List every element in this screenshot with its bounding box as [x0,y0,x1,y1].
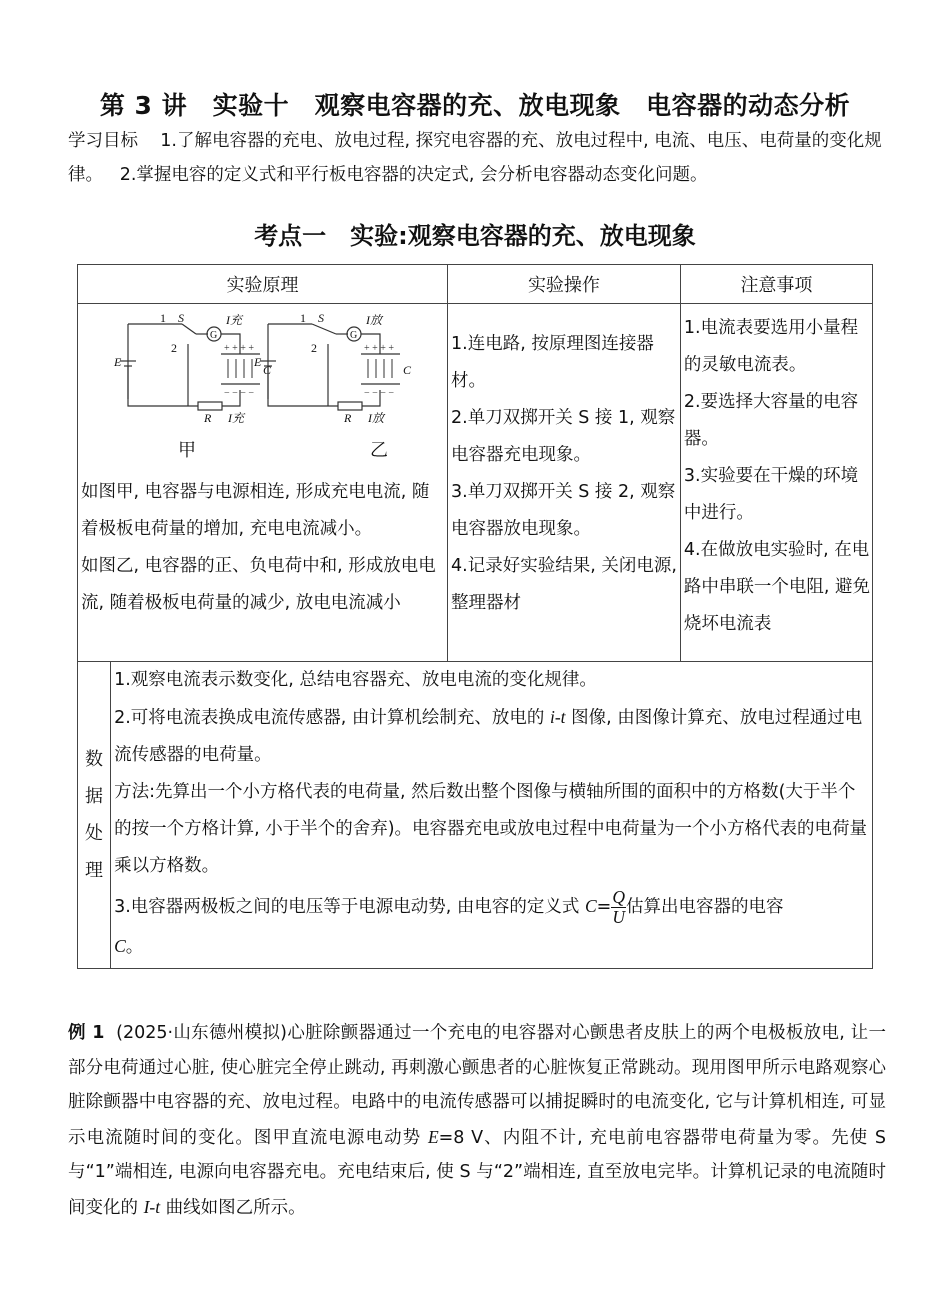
data-method: 方法:先算出一个小方格代表的电荷量, 然后数出整个图像与横轴所围的面积中的方格数(大于半个的按一个方格计算, 小于半个的舍弃)。电容器充电或放电过程中电荷量为一个小方格代表的电荷量乘以方格数。 [114,782,868,876]
data-item-3-end [111,928,872,966]
c-var: C [114,936,126,956]
circuit-jia-plus [224,343,254,399]
it-var: i-t [549,707,566,727]
note-item: 4.在做放电实验时, 在电路中串联一个电阻, 避免烧坏电流表 [683,540,870,634]
example-1 [68,1016,886,1225]
example-text-a: 心脏除颤器通过一个充电的电容器对心颤患者皮肤上的两个电极板放电, 让一部分电荷通过心脏, 使心脏完全停止跳动, 再刺激心颤患者的心脏恢复正常跳动。现用图甲所示电路观察心脏除颤器中电容器的充、放电过程。电路中的电流传感器可以捕捉瞬时的电流变化, 它与计算机相连, 可显示电流随时间的变化。图甲直流电源电动势 [68,1023,886,1148]
label-s-yi: S [318,311,324,325]
note-item: 1.电流表要选用小量程的灵敏电流表。 [683,318,859,375]
circuit-diagrams [78,304,447,469]
emf-var: E [427,1126,439,1147]
note-item: 2.要选择大容量的电容器。 [683,392,859,449]
label-ichong-bottom: I充 [228,411,244,425]
header-notes: 注意事项 [680,265,872,304]
q-over-u-fraction [611,888,626,927]
label-e-yi: E [254,355,262,369]
label-ifang-bottom: I放 [368,411,384,425]
section-title: 考点一 实验:观察电容器的充、放电现象 [254,222,696,250]
page-title: 第 3 讲 实验十 观察电容器的充、放电现象 电容器的动态分析 [99,91,851,120]
example-label: 例 1 [68,1023,105,1043]
data-item-2-b: 图像, 由图像计算充、放电过程通过电流传感器的电荷量。 [114,708,863,765]
operation-item: 2.单刀双掷开关 S 接 1, 观察电容器充电现象。 [451,408,676,465]
svg-text:+ + + +: + + + + [364,343,395,354]
label-c-yi: C [403,363,412,377]
notes-cell [680,304,872,662]
label-r-yi: R [344,411,352,425]
label-s-jia: S [178,311,184,325]
data-label-char: 理 [85,860,104,881]
label-2-jia: 2 [171,341,177,355]
label-r-jia: R [204,411,212,425]
principle-text-2: 如图乙, 电容器的正、负电荷中和, 形成放电电流, 随着极板电荷量的减少, 放电电流减小 [81,556,436,613]
goal-item-1: 1.了解电容器的充电、放电过程, 探究电容器的充、放电过程中, 电流、电压、电荷量的变化规律。 [68,131,882,185]
principle-text-1: 如图甲, 电容器与电源相连, 形成充电电流, 随着极板电荷量的增加, 充电电流减小。 [81,482,430,539]
learning-goals [68,124,884,192]
label-g-jia: G [210,330,218,341]
example-text-b: 、内阻不计, 充电前电容器带电荷量为零。先使 S 与“1”端相连, 电源向电容器充电。充电结束后, 使 S 与“2”端相连, 直至放电完毕。计算机记录的电流随时间变化的 [68,1127,887,1218]
data-item-1: 1.观察电流表示数变化, 总结电容器充、放电电流的变化规律。 [114,670,597,690]
label-1-yi: 1 [300,311,306,325]
experiment-table [77,264,873,969]
svg-text:+ + + +: + + + + [224,343,255,354]
principle-cell [78,304,448,662]
example-source: (2025·山东德州模拟) [116,1023,288,1043]
label-1-jia: 1 [160,311,166,325]
emf-value: =8 V [438,1127,484,1148]
frac-den: U [612,906,625,927]
period: 。 [125,937,144,957]
data-label-char: 据 [85,786,104,807]
label-e-jia: E [114,355,122,369]
operation-item: 1.连电路, 按原理图连接器材。 [451,334,654,391]
operation-item: 4.记录好实验结果, 关闭电源, 整理器材 [451,556,677,613]
data-item-3-b: 估算出电容器的电容 [625,897,784,917]
equals: = [596,897,612,917]
label-ichong-top: I充 [226,313,242,327]
header-principle: 实验原理 [78,265,448,304]
frac-num: Q [612,886,625,907]
data-processing-label [78,662,111,969]
caption-jia: 甲 [178,440,196,460]
goal-item-2: 2.掌握电容的定义式和平行板电容器的决定式, 会分析电容器动态变化问题。 [119,165,708,185]
data-item-3 [111,885,872,928]
circuit-jia-arrows [228,359,252,378]
label-g-yi: G [350,330,358,341]
c-var: C [584,896,597,916]
data-label-char: 处 [85,823,104,844]
data-processing-cell [111,662,873,969]
data-item-2-a: 2.可将电流表换成电流传感器, 由计算机绘制充、放电的 [114,708,550,728]
operation-cell [448,304,681,662]
data-label-char: 数 [85,749,104,770]
operation-item: 3.单刀双掷开关 S 接 2, 观察电容器放电现象。 [451,482,676,539]
data-item-3-a: 3.电容器两极板之间的电压等于电源电动势, 由电容的定义式 [114,897,585,917]
label-ifang-top: I放 [366,313,382,327]
header-operation: 实验操作 [448,265,681,304]
note-item: 3.实验要在干燥的环境中进行。 [683,466,859,523]
curve-var: I-t [143,1196,161,1217]
caption-yi: 乙 [370,440,388,460]
label-c-jia: C [263,363,272,377]
example-text-c: 曲线如图乙所示。 [160,1197,306,1218]
goals-label: 学习目标 [68,131,138,151]
data-item-2 [111,699,872,774]
svg-text:− − − −: − − − − [364,388,395,399]
label-2-yi: 2 [311,341,317,355]
svg-text:− − − −: − − − − [224,388,255,399]
